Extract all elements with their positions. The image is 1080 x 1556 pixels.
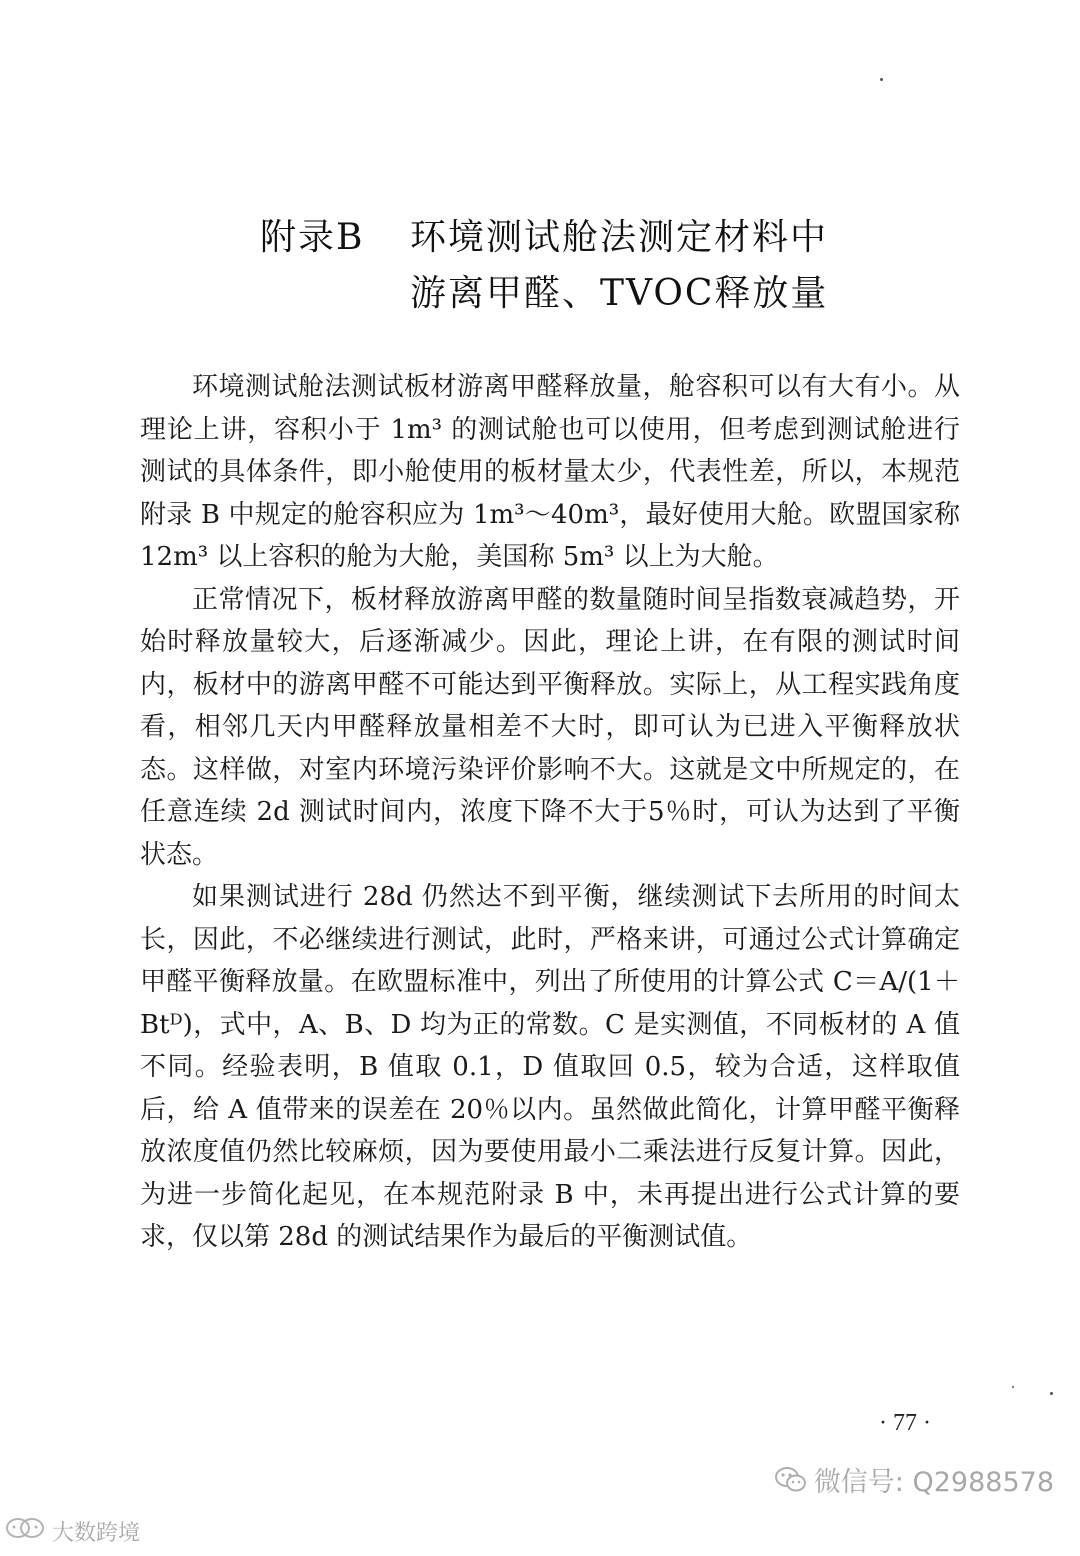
page-number: · 77 ·	[879, 1410, 931, 1436]
title-text-1: 环境测试舱法测定材料中	[410, 217, 829, 258]
scan-speck	[1012, 1386, 1014, 1388]
paragraph: 如果测试进行 28d 仍然达不到平衡，继续测试下去所用的时间太长，因此，不必继续进行测试，此时，严格来讲，可通过公式计算确定甲醛平衡释放量。在欧盟标准中，列出了所使用的计算公式 C＝A/(1＋Btᴰ)，式中，A、B、D 均为正的常数。C 是实测值，不同板材的 A 值不同。经验表明，B 值取 0.1，D 值取回 0.5，较为合适，这样取值后，给 A 值带来的误差在 20％以内。虽然做此简化，计算甲醛平衡释放浓度值仍然比较麻烦，因为要使用最小二乘法进行反复计算。因此，为进一步简化起见，在本规范附录 B 中，未再提出进行公式计算的要求，仅以第 28d 的测试结果作为最后的平衡测试值。	[140, 882, 960, 1252]
scan-speck	[880, 78, 883, 81]
title-line-1	[260, 210, 900, 266]
appendix-label: 附录B	[260, 217, 365, 258]
wechat-icon	[774, 1465, 808, 1495]
scan-speck	[1050, 1392, 1053, 1395]
title-line-2: 游离甲醛、TVOC释放量	[410, 273, 829, 314]
watermark-right-text: 微信号: Q2988578	[813, 1467, 1054, 1498]
chat-logo-icon	[4, 1515, 48, 1547]
watermark-brand	[4, 1515, 140, 1547]
appendix-title	[260, 210, 900, 322]
watermark-left-text: 大数跨境	[52, 1520, 141, 1546]
watermark-wechat-id	[774, 1460, 1054, 1499]
paragraph: 环境测试舱法测试板材游离甲醛释放量，舱容积可以有大有小。从理论上讲，容积小于 1m³ 的测试舱也可以使用，但考虑到测试舱进行测试的具体条件，即小舱使用的板材量太少，代表性差，所以，本规范附录 B 中规定的舱容积应为 1m³～40m³，最好使用大舱。欧盟国家称 12m³ 以上容积的舱为大舱，美国称 5m³ 以上为大舱。	[140, 372, 960, 572]
body-text	[140, 366, 960, 1259]
paragraph: 正常情况下，板材释放游离甲醛的数量随时间呈指数衰减趋势，开始时释放量较大，后逐渐减少。因此，理论上讲，在有限的测试时间内，板材中的游离甲醛不可能达到平衡释放。实际上，从工程实践角度看，相邻几天内甲醛释放量相差不大时，即可认为已进入平衡释放状态。这样做，对室内环境污染评价影响不大。这就是文中所规定的，在任意连续 2d 测试时间内，浓度下降不大于5％时，可认为达到了平衡状态。	[140, 584, 960, 870]
